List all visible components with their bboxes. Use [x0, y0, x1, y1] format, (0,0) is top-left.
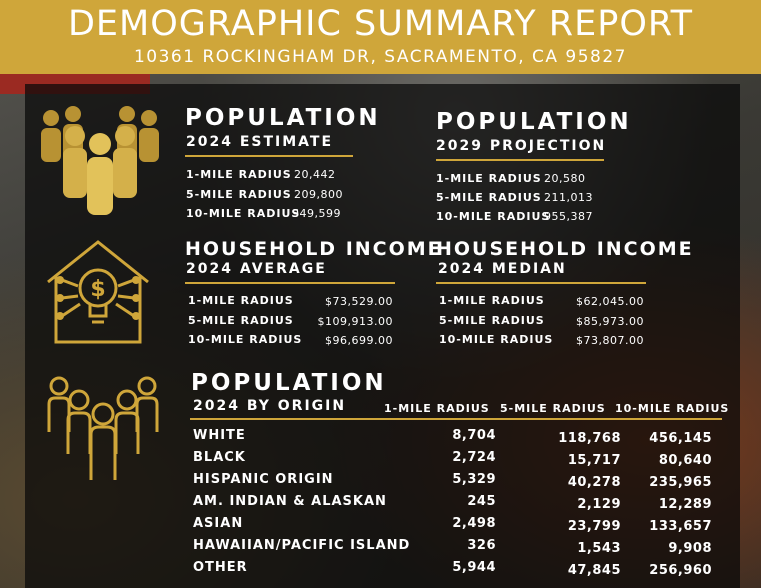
- pop2024-label-3: 10-MILE RADIUS: [186, 207, 301, 220]
- origin-value-5-mile: 40,278: [567, 475, 621, 490]
- pop2029-value-2: 211,013: [544, 191, 593, 204]
- income-med-value-3: $73,807.00: [576, 334, 644, 347]
- origin-col-1-mile: 1-MILE RADIUS: [384, 402, 490, 415]
- income-med-value-2: $85,973.00: [576, 315, 644, 328]
- income-median-title: HOUSEHOLD INCOME: [436, 238, 694, 260]
- population-2029-title: POPULATION: [436, 109, 632, 135]
- origin-value-1-mile: 326: [467, 538, 496, 553]
- origin-value-5-mile: 1,543: [577, 541, 621, 556]
- divider: [185, 282, 395, 284]
- origin-value-1-mile: 8,704: [452, 428, 496, 443]
- origin-row-label: OTHER: [193, 560, 248, 575]
- origin-value-10-mile: 256,960: [649, 563, 712, 578]
- pop2024-value-2: 209,800: [294, 188, 343, 201]
- divider: [436, 159, 604, 161]
- pop2029-label-1: 1-MILE RADIUS: [436, 172, 542, 185]
- origin-value-1-mile: 5,329: [452, 472, 496, 487]
- origin-row-label: WHITE: [193, 428, 246, 443]
- origin-value-1-mile: 2,724: [452, 450, 496, 465]
- divider: [436, 282, 646, 284]
- population-2024-title: POPULATION: [185, 105, 381, 131]
- origin-value-5-mile: 47,845: [567, 563, 621, 578]
- svg-text:$: $: [90, 277, 106, 302]
- origin-row-label: HAWAIIAN/PACIFIC ISLAND: [193, 538, 411, 553]
- house-lightbulb-dollar-icon: [42, 236, 154, 348]
- population-2029-subtitle: 2029 PROJECTION: [436, 138, 607, 154]
- origin-row-label: BLACK: [193, 450, 246, 465]
- pop2029-value-1: 20,580: [544, 172, 586, 185]
- origin-row-label: AM. INDIAN & ALASKAN: [193, 494, 387, 509]
- income-avg-label-2: 5-MILE RADIUS: [188, 314, 294, 327]
- property-address: 10361 ROCKINGHAM DR, SACRAMENTO, CA 95827: [133, 47, 628, 67]
- population-2024-subtitle: 2024 ESTIMATE: [186, 134, 334, 150]
- income-med-value-1: $62,045.00: [576, 295, 644, 308]
- divider: [190, 418, 722, 420]
- origin-value-10-mile: 12,289: [658, 497, 712, 512]
- pop2024-label-1: 1-MILE RADIUS: [186, 168, 292, 181]
- origin-value-5-mile: 15,717: [567, 453, 621, 468]
- income-avg-value-2: $109,913.00: [317, 315, 393, 328]
- origin-subtitle: 2024 BY ORIGIN: [193, 398, 347, 414]
- income-average-subtitle: 2024 AVERAGE: [186, 261, 327, 277]
- income-med-label-3: 10-MILE RADIUS: [439, 333, 554, 346]
- divider: [185, 155, 353, 157]
- people-origin-icon: [43, 372, 163, 484]
- income-avg-value-3: $96,699.00: [325, 334, 393, 347]
- origin-value-10-mile: 456,145: [649, 431, 712, 446]
- pop2029-label-3: 10-MILE RADIUS: [436, 210, 551, 223]
- pop2024-label-2: 5-MILE RADIUS: [186, 188, 292, 201]
- origin-value-10-mile: 133,657: [649, 519, 712, 534]
- origin-value-10-mile: 80,640: [658, 453, 712, 468]
- income-med-label-1: 1-MILE RADIUS: [439, 294, 545, 307]
- income-average-title: HOUSEHOLD INCOME: [185, 238, 443, 260]
- origin-value-1-mile: 2,498: [452, 516, 496, 531]
- origin-col-5-mile: 5-MILE RADIUS: [500, 402, 606, 415]
- origin-value-5-mile: 118,768: [558, 431, 621, 446]
- income-med-label-2: 5-MILE RADIUS: [439, 314, 545, 327]
- origin-value-5-mile: 23,799: [567, 519, 621, 534]
- page-title: DEMOGRAPHIC SUMMARY REPORT: [67, 4, 694, 44]
- income-avg-label-3: 10-MILE RADIUS: [188, 333, 303, 346]
- income-avg-label-1: 1-MILE RADIUS: [188, 294, 294, 307]
- origin-col-10-mile: 10-MILE RADIUS: [615, 402, 730, 415]
- origin-value-1-mile: 245: [467, 494, 496, 509]
- pop2029-value-3: 955,387: [544, 210, 593, 223]
- income-median-subtitle: 2024 MEDIAN: [438, 261, 567, 277]
- origin-title: POPULATION: [191, 370, 387, 396]
- origin-value-10-mile: 9,908: [668, 541, 712, 556]
- pop2024-value-1: 20,442: [294, 168, 336, 181]
- population-group-icon: [35, 104, 165, 216]
- origin-row-label: ASIAN: [193, 516, 244, 531]
- origin-value-1-mile: 5,944: [452, 560, 496, 575]
- origin-row-label: HISPANIC ORIGIN: [193, 472, 334, 487]
- pop2029-label-2: 5-MILE RADIUS: [436, 191, 542, 204]
- origin-value-10-mile: 235,965: [649, 475, 712, 490]
- origin-value-5-mile: 2,129: [577, 497, 621, 512]
- income-avg-value-1: $73,529.00: [325, 295, 393, 308]
- pop2024-value-3: 949,599: [292, 207, 341, 220]
- header-banner: [0, 0, 761, 74]
